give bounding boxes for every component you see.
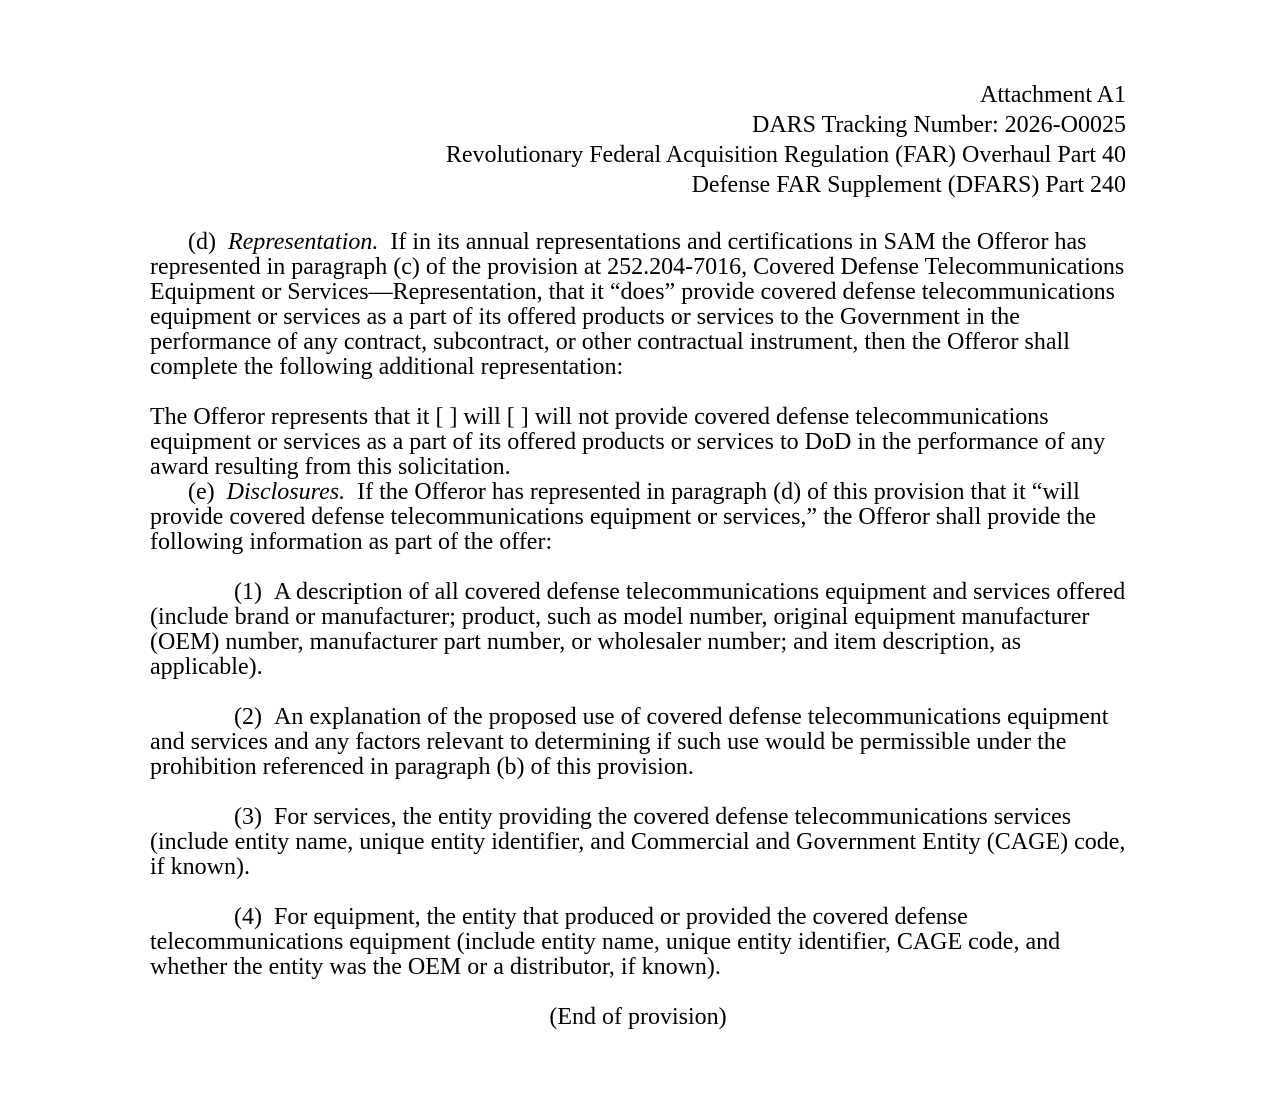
item-4-label: (4) xyxy=(234,904,262,930)
paragraph-e xyxy=(150,480,1126,555)
item-4-text: For equipment, the entity that produced or provided the covered defense telecommunications equipment (include entity name, unique entity identifier, CAGE code, and whether the entity was the OEM or a distributor, if known). xyxy=(150,904,1061,980)
end-of-provision: (End of provision) xyxy=(549,1004,727,1030)
document-page xyxy=(150,80,1126,1030)
item-2 xyxy=(150,705,1126,780)
item-2-label: (2) xyxy=(234,704,262,730)
dfars-part-title: Defense FAR Supplement (DFARS) Part 240 xyxy=(691,172,1126,198)
item-1 xyxy=(150,580,1126,680)
document-header xyxy=(150,80,1126,200)
representation-statement: The Offeror represents that it [ ] will [ ] will not provide covered defense telecommunications equipment or services as a part of its offered products or services to DoD in the performance of any award resulting from this solicitation. xyxy=(150,404,1106,480)
paragraph-e-label: (e) xyxy=(188,479,215,505)
paragraph-d-heading: Representation. xyxy=(227,229,379,255)
paragraph-e-body: If the Offeror has represented in paragraph (d) of this provision that it “will provide covered defense telecommunications equipment or services,” the Offeror shall provide the following information as part of the offer: xyxy=(150,479,1096,555)
tracking-number: DARS Tracking Number: 2026-O0025 xyxy=(751,112,1126,138)
item-3-text: For services, the entity providing the covered defense telecommunications services (include entity name, unique entity identifier, and Commercial and Government Entity (CAGE) code, if known). xyxy=(150,804,1126,880)
paragraph-d-label: (d) xyxy=(188,229,216,255)
item-3-label: (3) xyxy=(234,804,262,830)
item-1-label: (1) xyxy=(234,579,262,605)
item-2-text: An explanation of the proposed use of covered defense telecommunications equipment and services and any factors relevant to determining if such use would be permissible under the prohibition referenced in paragraph (b) of this provision. xyxy=(150,704,1109,780)
item-3 xyxy=(150,805,1126,880)
paragraph-e-heading: Disclosures. xyxy=(226,479,346,505)
paragraph-d-body: If in its annual representations and certifications in SAM the Offeror has represented in paragraph (c) of the provision at 252.204-7016, Covered Defense Telecommunications Equipment or Services—Representation, that it “does” provide covered defense telecommunications equipment or services as a part of its offered products or services to the Government in the performance of any contract, subcontract, or other contractual instrument, then the Offeror shall complete the following additional representation: xyxy=(150,229,1125,380)
far-part-title: Revolutionary Federal Acquisition Regulation (FAR) Overhaul Part 40 xyxy=(445,142,1126,168)
attachment-label: Attachment A1 xyxy=(980,82,1126,108)
paragraph-d xyxy=(150,230,1126,380)
item-4 xyxy=(150,905,1126,980)
item-1-text: A description of all covered defense telecommunications equipment and services offered (include brand or manufacturer; product, such as model number, original equipment manufacturer (OEM) number, manufacturer part number, or wholesaler number; and item description, as applicable). xyxy=(150,579,1126,680)
